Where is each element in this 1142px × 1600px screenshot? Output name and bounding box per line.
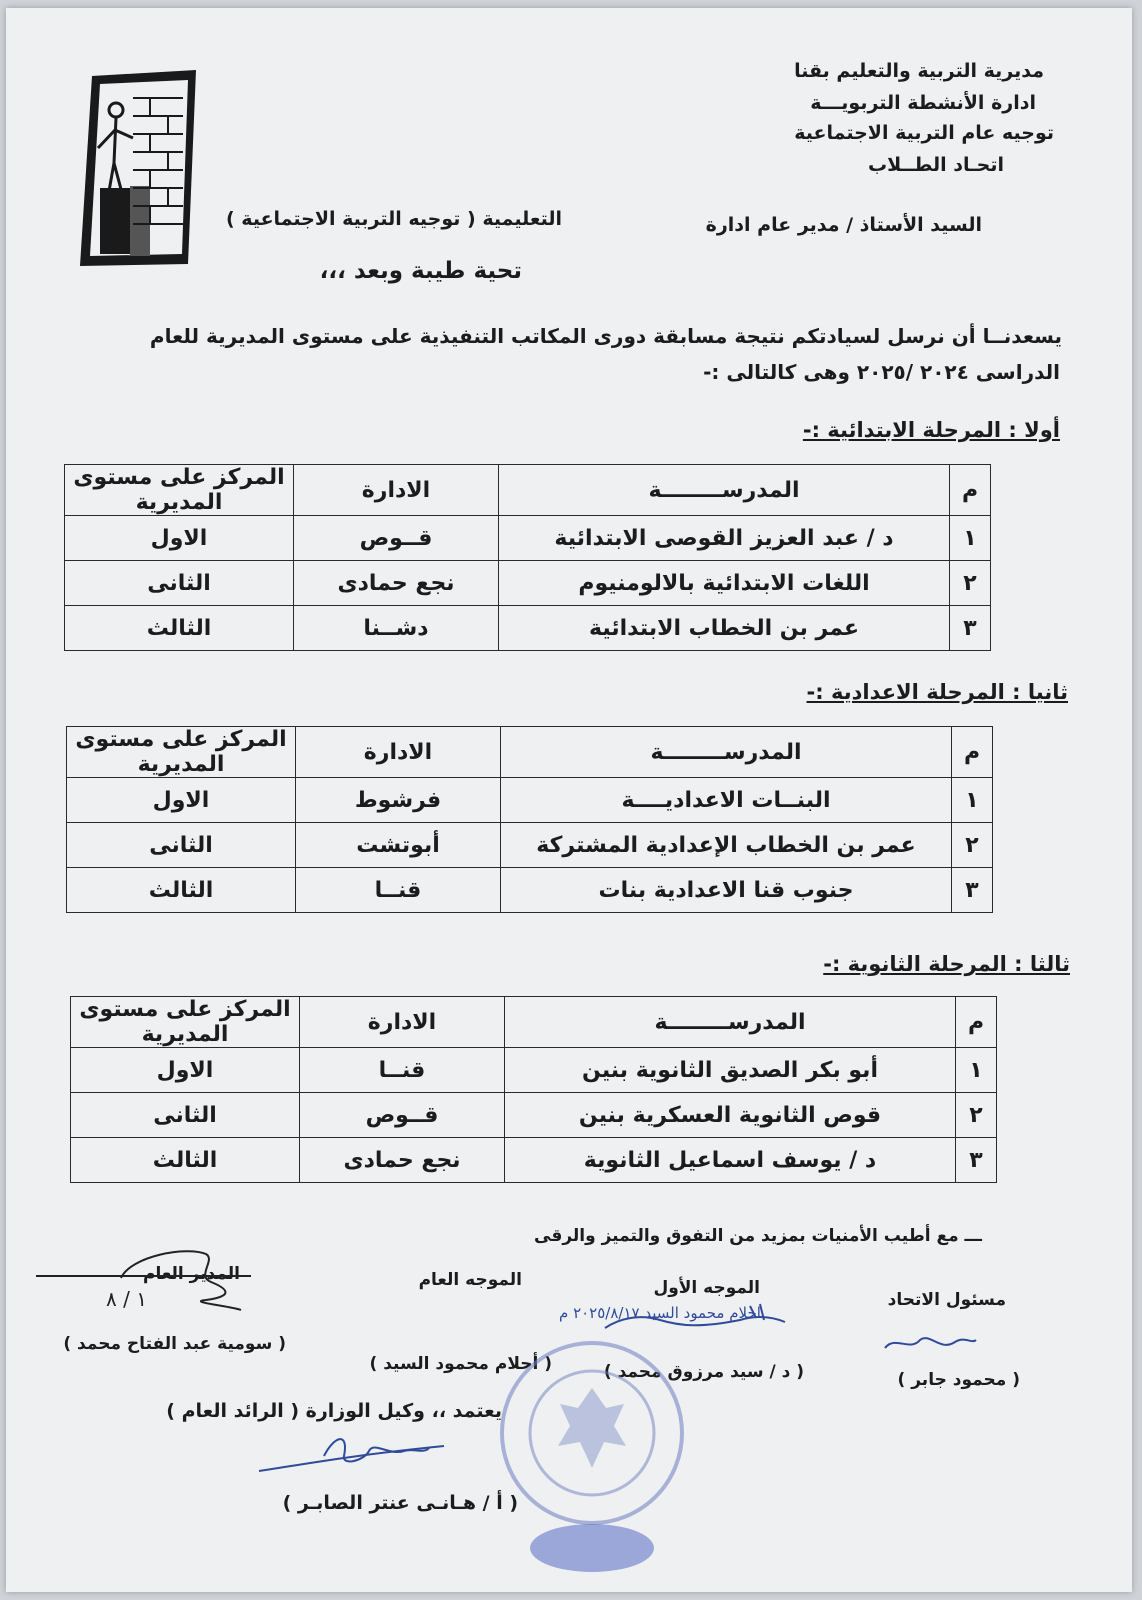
signature-name-first-supervisor: ( د / سيد مرزوق محمد ) (603, 1362, 804, 1382)
addressee-title: السيد الأستاذ / مدير عام ادارة (705, 214, 982, 236)
cell-school: قوص الثانوية العسكرية بنين (505, 1093, 956, 1138)
section-title-preparatory: ثانيا : المرحلة الاعدادية :- (806, 680, 1068, 704)
header-num: م (952, 727, 993, 778)
signature-title-first-supervisor: الموجه الأول (653, 1278, 760, 1298)
results-table-preparatory (66, 726, 993, 913)
cell-school: البنــات الاعداديــــة (501, 778, 952, 823)
table-row (65, 561, 991, 606)
header-line-administration: ادارة الأنشطة التربويـــة (810, 92, 1036, 114)
cell-num: ٣ (956, 1138, 997, 1183)
intro-line-1: يسعدنــا أن نرسل لسيادتكم نتيجة مسابقة دورى المكاتب التنفيذية على مستوى المديرية للعام (149, 324, 1062, 348)
signature-name-director: ( سومية عبد الفتاح محمد ) (63, 1334, 286, 1354)
header-rank: المركز على مستوى المديرية (71, 997, 300, 1048)
cell-num: ٢ (950, 561, 991, 606)
header-line-directorate: مديرية التربية والتعليم بقنا (794, 60, 1044, 82)
table-header-row (71, 997, 997, 1048)
cell-school: عمر بن الخطاب الإعدادية المشتركة (501, 823, 952, 868)
cell-admin: نجع حمادى (300, 1138, 505, 1183)
cell-admin: قنــا (300, 1048, 505, 1093)
signature-name-general-supervisor: ( أحلام محمود السيد ) (369, 1354, 552, 1374)
cell-rank: الثالث (71, 1138, 300, 1183)
cell-admin: قــوص (294, 516, 499, 561)
results-table-secondary (70, 996, 997, 1183)
cell-school: اللغات الابتدائية بالالومنيوم (499, 561, 950, 606)
header-num: م (950, 465, 991, 516)
table-row (71, 1093, 997, 1138)
results-table-primary (64, 464, 991, 651)
cell-school: د / عبد العزيز القوصى الابتدائية (499, 516, 950, 561)
director-date: ١ / ٨ (106, 1287, 147, 1311)
cell-school: د / يوسف اسماعيل الثانوية (505, 1138, 956, 1183)
cell-rank: الثانى (67, 823, 296, 868)
director-signature (36, 1246, 256, 1316)
cell-rank: الاول (67, 778, 296, 823)
table-row (65, 606, 991, 651)
cell-admin: دشــنا (294, 606, 499, 651)
cell-admin: نجع حمادى (294, 561, 499, 606)
header-school: المدرســــــــة (505, 997, 956, 1048)
header-admin: الادارة (300, 997, 505, 1048)
header-line-guidance: توجيه عام التربية الاجتماعية (794, 122, 1054, 144)
header-line-union: اتحـاد الطــلاب (868, 154, 1004, 176)
cell-num: ٣ (952, 868, 993, 913)
table-row (71, 1138, 997, 1183)
union-official-signature (880, 1330, 980, 1360)
header-school: المدرســــــــة (501, 727, 952, 778)
cell-rank: الثانى (71, 1093, 300, 1138)
section-title-secondary: ثالثا : المرحلة الثانوية :- (823, 952, 1070, 976)
header-rank: المركز على مستوى المديرية (65, 465, 294, 516)
cell-num: ١ (952, 778, 993, 823)
cell-num: ١ (956, 1048, 997, 1093)
official-stamp (482, 1338, 702, 1578)
cell-rank: الاول (71, 1048, 300, 1093)
header-num: م (956, 997, 997, 1048)
cell-rank: الاول (65, 516, 294, 561)
cell-rank: الثالث (65, 606, 294, 651)
header-school: المدرســــــــة (499, 465, 950, 516)
table-row (67, 778, 993, 823)
header-rank: المركز على مستوى المديرية (67, 727, 296, 778)
cell-admin: قنــا (296, 868, 501, 913)
cell-num: ١ (950, 516, 991, 561)
approval-name: ( أ / هـانـى عنتر الصابـر ) (282, 1492, 518, 1514)
addressee-department: التعليمية ( توجيه التربية الاجتماعية ) (226, 208, 562, 230)
approval-line: يعتمد ،، وكيل الوزارة ( الرائد العام ) (166, 1400, 502, 1422)
cell-num: ٢ (952, 823, 993, 868)
student-union-logo (78, 68, 200, 268)
header-admin: الادارة (294, 465, 499, 516)
cell-school: أبو بكر الصديق الثانوية بنين (505, 1048, 956, 1093)
table-row (65, 516, 991, 561)
section-title-primary: أولا : المرحلة الابتدائية :- (802, 418, 1060, 442)
table-header-row (67, 727, 993, 778)
signature-name-union: ( محمود جابر ) (897, 1370, 1020, 1390)
table-row (67, 868, 993, 913)
cell-num: ٢ (956, 1093, 997, 1138)
signature-title-union: مسئول الاتحاد (887, 1290, 1006, 1310)
cell-school: عمر بن الخطاب الابتدائية (499, 606, 950, 651)
signature-title-director: المدير العام (143, 1264, 240, 1284)
table-row (71, 1048, 997, 1093)
approval-signature (254, 1426, 454, 1486)
greeting: تحية طيبة وبعد ،،، (319, 258, 522, 284)
cell-school: جنوب قنا الاعدادية بنات (501, 868, 952, 913)
cell-admin: فرشوط (296, 778, 501, 823)
cell-rank: الثالث (67, 868, 296, 913)
header-admin: الادارة (296, 727, 501, 778)
table-header-row (65, 465, 991, 516)
intro-line-2: الدراسى ٢٠٢٤ /٢٠٢٥ وهى كالتالى :- (703, 360, 1060, 384)
document-page (6, 8, 1132, 1592)
cell-admin: أبوتشت (296, 823, 501, 868)
signature-title-general-supervisor: الموجه العام (418, 1270, 522, 1290)
cell-num: ٣ (950, 606, 991, 651)
cell-admin: قــوص (300, 1093, 505, 1138)
table-row (67, 823, 993, 868)
supervisor-handwritten-note: احلام محمود السيد ٢٠٢٥/٨/١٧ م (559, 1304, 761, 1322)
closing-wishes: ـــ مع أطيب الأمنيات بمزيد من التفوق والتميز والرقى (534, 1226, 982, 1246)
cell-rank: الثانى (65, 561, 294, 606)
